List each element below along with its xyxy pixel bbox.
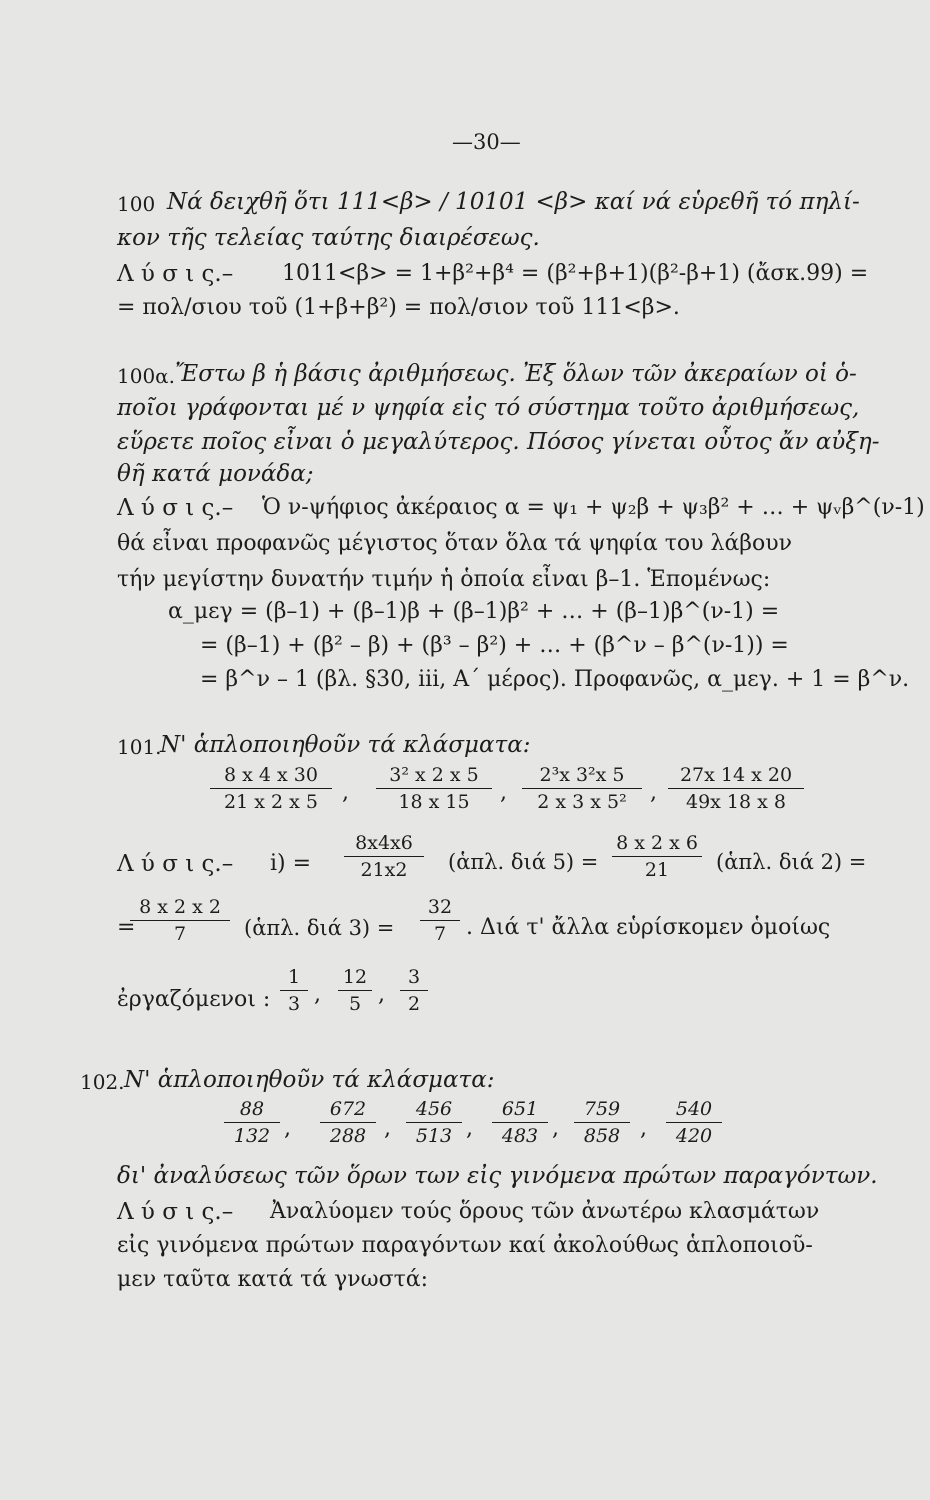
exercise-100a-number: 100α.: [117, 364, 176, 388]
comma: ,: [284, 1116, 291, 1141]
exercise-101-step-text-3: (ἁπλ. διά 3) =: [244, 916, 395, 940]
exercise-102-fraction-4: [492, 1098, 548, 1147]
comma: ,: [378, 982, 385, 1007]
fraction-denominator: 21: [644, 859, 670, 881]
fraction-numerator: 2³x 3²x 5: [522, 764, 642, 789]
fraction-denominator: 2: [407, 993, 421, 1015]
exercise-102-fraction-2: [320, 1098, 376, 1147]
exercise-100-line-4: = πολ/σιου τοῦ (1+β+β²) = πολ/σιον τοῦ 111<β>.: [117, 295, 680, 320]
fraction-numerator: 651: [492, 1098, 548, 1123]
exercise-100a-solution-label: Λ ύ σ ι ς.–: [117, 495, 234, 521]
exercise-101-working-label: ἐργαζόμενοι :: [117, 987, 271, 1012]
exercise-101-result-3: [400, 966, 428, 1015]
exercise-100a-line-9: = (β–1) + (β² – β) + (β³ – β²) + … + (β^ν – β^(ν-1)) =: [200, 633, 789, 658]
page-number: —30—: [452, 130, 521, 154]
exercise-101-fraction-3: [522, 764, 642, 813]
exercise-101-intro: Ν' ἁπλοποιηθοῦν τά κλάσματα:: [160, 732, 531, 758]
exercise-102-line-2: δι' ἀναλύσεως τῶν ὅρων των εἰς γινόμενα πρώτων παραγόντων.: [117, 1163, 878, 1189]
exercise-100a-line-7: τήν μεγίστην δυνατήν τιμήν ἡ ὁποία εἶναι β–1. Ἑπομένως:: [117, 567, 771, 592]
fraction-denominator: 288: [329, 1125, 367, 1147]
exercise-100-line-3: 1011<β> = 1+β²+β⁴ = (β²+β+1)(β²-β+1) (ἄσκ.99) =: [282, 261, 869, 286]
fraction-denominator: 513: [415, 1125, 453, 1147]
exercise-100a-line-1: Ἔστω β ἡ βάσις ἀριθμήσεως. Ἐξ ὅλων τῶν ἀκεραίων οἱ ὁ-: [175, 361, 857, 387]
exercise-102-line-5: μεν ταῦτα κατά τά γνωστά:: [117, 1267, 429, 1292]
fraction-denominator: 18 x 15: [398, 791, 470, 813]
fraction-denominator: 21 x 2 x 5: [224, 791, 318, 813]
exercise-100a-line-3: εὕρετε ποῖος εἶναι ὁ μεγαλύτερος. Πόσος γίνεται οὗτος ἄν αὐξη-: [117, 429, 880, 455]
exercise-101-step-fraction-1: [344, 832, 424, 881]
exercise-102-fraction-3: [406, 1098, 462, 1147]
exercise-100a-line-6: θά εἶναι προφανῶς μέγιστος ὅταν ὅλα τά ψηφία του λάβουν: [117, 531, 793, 556]
fraction-denominator: 7: [433, 923, 447, 945]
exercise-101-step-text-2: (ἁπλ. διά 2) =: [716, 850, 867, 874]
exercise-100a-line-8: α_μεγ = (β–1) + (β–1)β + (β–1)β² + … + (β–1)β^(ν-1) =: [168, 599, 780, 624]
exercise-101-number: 101.: [117, 735, 162, 759]
fraction-numerator: 759: [574, 1098, 630, 1123]
fraction-denominator: 3: [287, 993, 301, 1015]
exercise-101-step-i: i) =: [270, 851, 312, 876]
exercise-101-solution-label: Λ ύ σ ι ς.–: [117, 851, 234, 877]
fraction-numerator: 27x 14 x 20: [668, 764, 804, 789]
exercise-101-result-1: [280, 966, 308, 1015]
fraction-numerator: 1: [280, 966, 308, 991]
exercise-101-fraction-2: [376, 764, 492, 813]
fraction-denominator: 858: [583, 1125, 621, 1147]
exercise-100-line-2: κον τῆς τελείας ταύτης διαιρέσεως.: [117, 225, 540, 251]
exercise-101-step-fraction-4: [420, 896, 460, 945]
comma: ,: [650, 780, 657, 805]
fraction-numerator: 8x4x6: [344, 832, 424, 857]
comma: ,: [552, 1116, 559, 1141]
exercise-101-step-text-4: . Διά τ' ἄλλα εὑρίσκομεν ὁμοίως: [466, 915, 831, 940]
fraction-numerator: 88: [224, 1098, 280, 1123]
comma: ,: [640, 1116, 647, 1141]
fraction-numerator: 456: [406, 1098, 462, 1123]
exercise-101-result-2: [338, 966, 372, 1015]
fraction-numerator: 672: [320, 1098, 376, 1123]
fraction-numerator: 32: [420, 896, 460, 921]
fraction-numerator: 540: [666, 1098, 722, 1123]
exercise-102-solution-label: Λ ύ σ ι ς.–: [117, 1199, 234, 1225]
comma: ,: [314, 982, 321, 1007]
exercise-101-step-fraction-2: [612, 832, 702, 881]
comma: ,: [384, 1116, 391, 1141]
fraction-denominator: 5: [348, 993, 362, 1015]
fraction-denominator: 7: [173, 923, 187, 945]
exercise-101-step-text-1: (ἁπλ. διά 5) =: [448, 850, 599, 874]
fraction-numerator: 8 x 4 x 30: [210, 764, 332, 789]
fraction-numerator: 8 x 2 x 2: [130, 896, 230, 921]
exercise-101-fraction-4: [668, 764, 804, 813]
exercise-100a-line-4: θῆ κατά μονάδα;: [117, 461, 314, 487]
exercise-100a-line-10: = β^ν – 1 (βλ. §30, iii, Α΄ μέρος). Προφανῶς, α_μεγ. + 1 = β^ν.: [200, 667, 910, 692]
fraction-numerator: 3: [400, 966, 428, 991]
exercise-100-number: 100: [117, 192, 156, 216]
comma: ,: [466, 1116, 473, 1141]
fraction-denominator: 49x 18 x 8: [686, 791, 786, 813]
exercise-102-line-4: εἰς γινόμενα πρώτων παραγόντων καί ἀκολούθως ἁπλοποιοῦ-: [117, 1233, 813, 1258]
exercise-100a-line-2: ποῖοι γράφονται μέ ν ψηφία εἰς τό σύστημα τοῦτο ἀριθμήσεως,: [117, 395, 860, 421]
equals-sign: =: [117, 915, 136, 940]
fraction-denominator: 132: [233, 1125, 271, 1147]
fraction-denominator: 483: [501, 1125, 539, 1147]
exercise-100-line-1: Νά δειχθῆ ὅτι 111<β> / 10101 <β> καί νά εὑρεθῆ τό πηλί-: [167, 189, 860, 215]
exercise-102-fraction-6: [666, 1098, 722, 1147]
exercise-100a-line-5: Ὁ ν-ψήφιος ἀκέραιος α = ψ₁ + ψ₂β + ψ₃β² + … + ψᵥβ^(ν-1): [262, 495, 925, 520]
fraction-denominator: 420: [675, 1125, 713, 1147]
comma: ,: [500, 780, 507, 805]
exercise-102-number: 102.: [80, 1070, 125, 1094]
fraction-numerator: 8 x 2 x 6: [612, 832, 702, 857]
exercise-102-intro: Ν' ἁπλοποιηθοῦν τά κλάσματα:: [124, 1067, 495, 1093]
exercise-102-line-3: Ἀναλύομεν τούς ὅρους τῶν ἀνωτέρω κλασμάτων: [270, 1199, 820, 1224]
fraction-numerator: 3² x 2 x 5: [376, 764, 492, 789]
exercise-102-fraction-5: [574, 1098, 630, 1147]
fraction-denominator: 2 x 3 x 5²: [537, 791, 627, 813]
exercise-100-solution-label: Λ ύ σ ι ς.–: [117, 261, 234, 287]
exercise-101-step-fraction-3: [130, 896, 230, 945]
fraction-numerator: 12: [338, 966, 372, 991]
exercise-101-fraction-1: [210, 764, 332, 813]
comma: ,: [342, 780, 349, 805]
fraction-denominator: 21x2: [360, 859, 408, 881]
exercise-102-fraction-1: [224, 1098, 280, 1147]
